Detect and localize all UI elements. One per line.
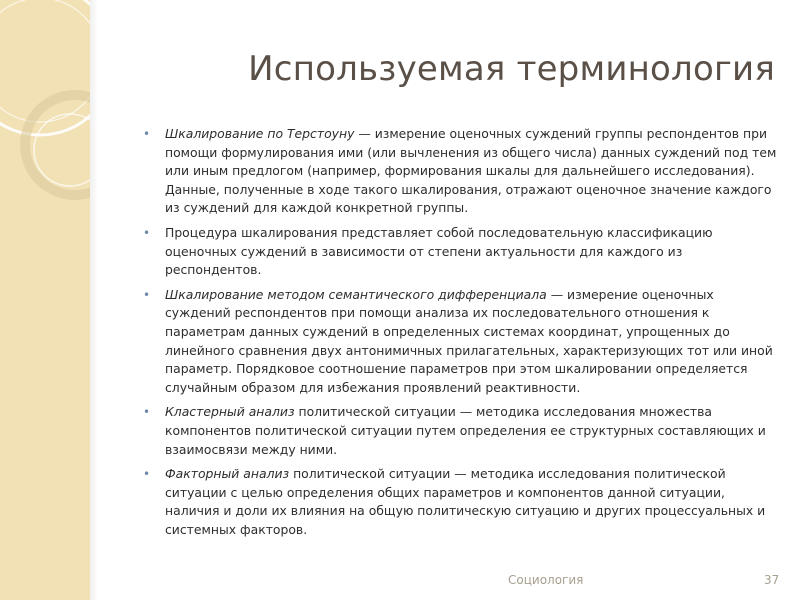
term: Факторный анализ [165,466,290,482]
list-item [140,403,780,459]
definition: — измерение оценочных суждений респондентов при помощи анализа их последовательного отношения к параметрам данных суждений в определенных системах координат, упрощенных до линейного сравнения двух антонимичных прилагательных, характеризующих тот или иной параметр. Порядковое соотношение параметров при этом шкалировании определяется случайным образом для избежания проявлений реактивности. [165,286,773,395]
list-item [140,224,780,280]
definition: — измерение оценочных суждений группы респондентов при помощи формулирования ими (или вычленения из общего числа) данных суждений под тем или иным предлогом (например, формирования шкалы для дальнейшего исследования). Данные, полученные в ходе такого шкалирования, отражают оценочное значение каждого из суждений для каждой конкретной группы. [165,126,777,216]
decorative-side-band [0,0,90,600]
decorative-circles [0,0,90,600]
bullet-icon: • [143,405,151,420]
bullet-icon: • [143,225,151,240]
list-item [140,286,780,398]
page-number: 37 [764,573,780,587]
bullet-icon: • [143,287,151,302]
list-item [140,125,780,218]
term: Кластерный анализ [165,404,295,420]
definition: политической ситуации — методика исследования множества компонентов политической ситуации путем определения ее структурных составляющих и взаимосвязи между ними. [165,404,766,457]
slide-title: Используемая терминология [248,49,775,89]
definition: Процедура шкалирования представляет собой последовательную классификацию оценочных суждений в зависимости от степени актуальности для каждого из респондентов. [165,224,713,278]
bullet-icon: • [143,127,151,141]
side-band-edge [90,0,98,600]
term: Шкалирование по Терстоуну [165,126,355,141]
list-item [140,465,780,539]
footer-subject: Социология [508,573,584,587]
bullet-icon: • [143,467,151,482]
term: Шкалирование методом семантического дифференциала [165,286,547,302]
definition: политической ситуации — методика исследования политической ситуации с целью определения общих параметров и компонентов данной ситуации, наличия и доли их влияния на общую политическую ситуацию и других процессуальных и системных факторов. [165,466,766,537]
terminology-list [140,125,780,545]
